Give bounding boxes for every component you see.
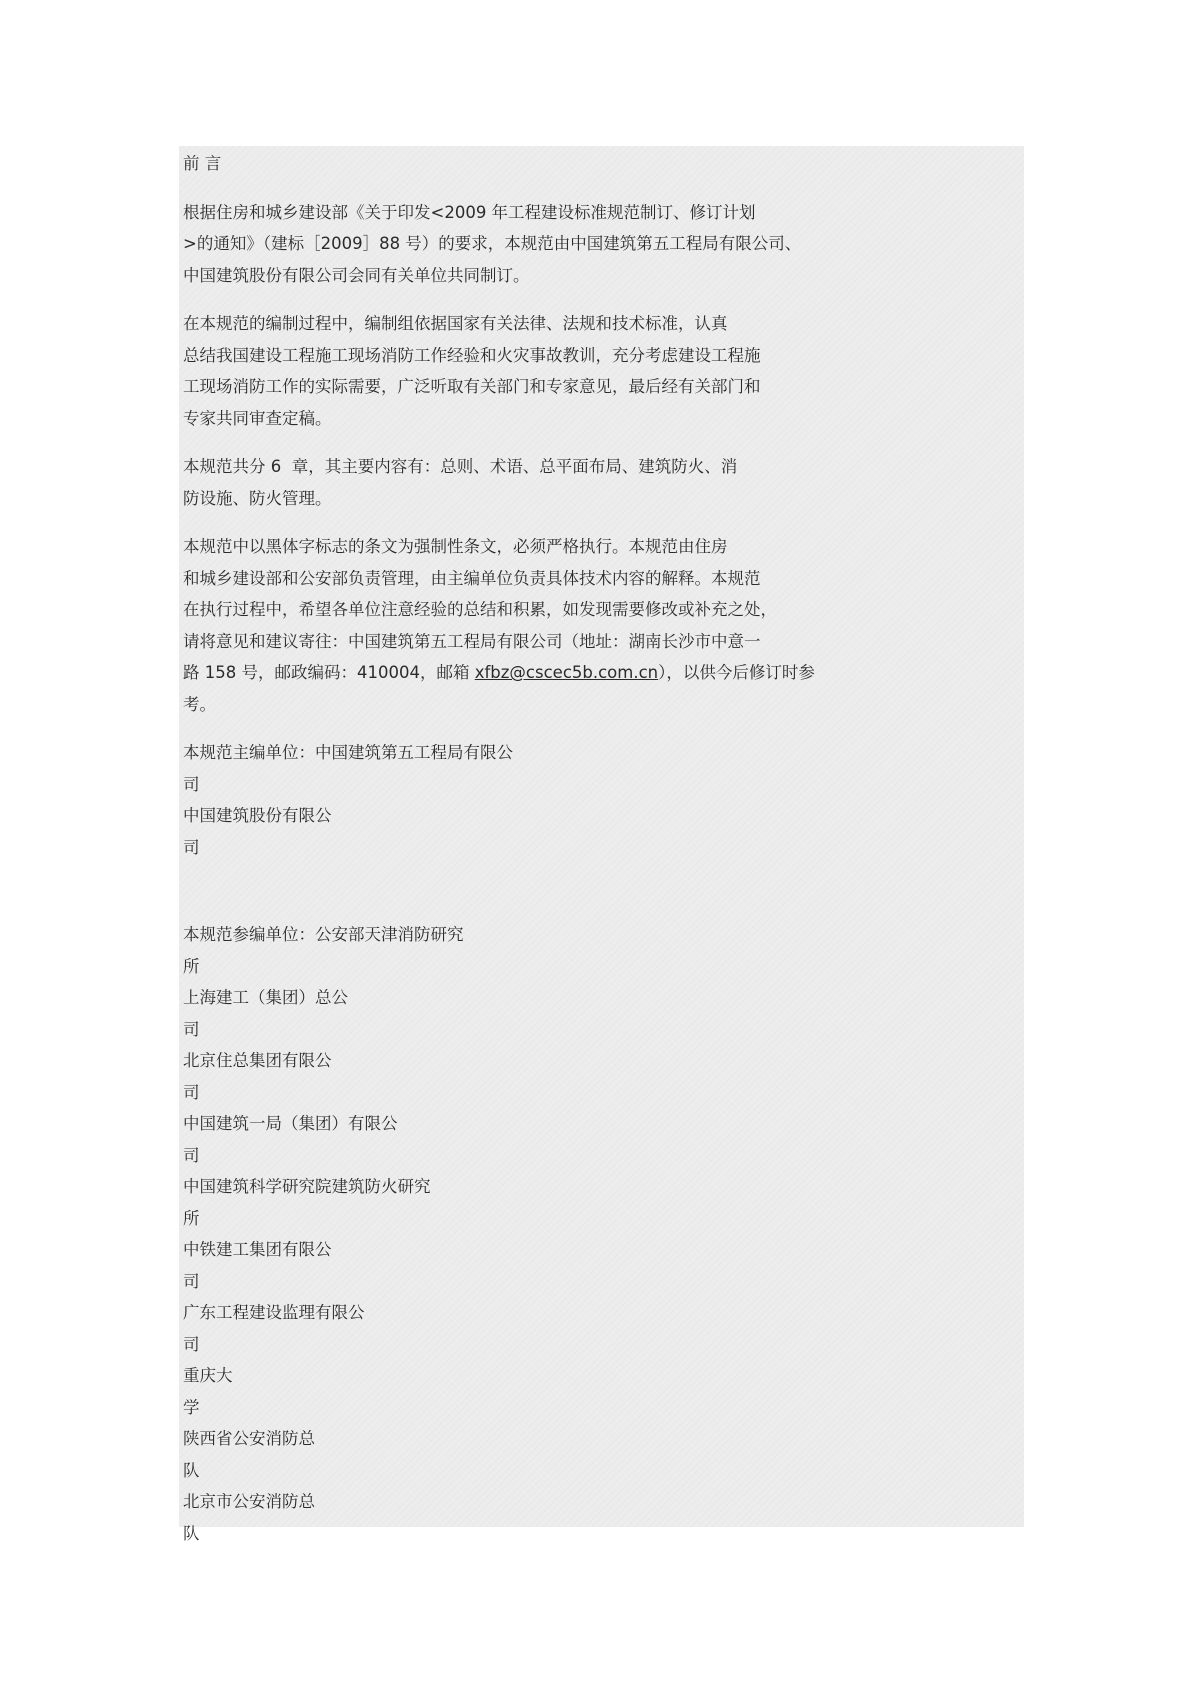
list-item: 司: [183, 774, 200, 794]
list-item: 司: [183, 1082, 200, 1102]
paragraph-1: [183, 197, 1003, 292]
text-line: 防设施、防火管理。: [183, 488, 332, 508]
list-item: 司: [183, 1019, 200, 1039]
text-line: 在本规范的编制过程中，编制组依据国家有关法律、法规和技术标准，认真: [183, 314, 728, 333]
text-segment: ），以供今后修订时参: [658, 663, 815, 682]
paragraph-2: [183, 308, 1003, 434]
text-line: 根据住房和城乡建设部《关于印发<2009 年工程建设标准规范制订、修订计划: [183, 202, 756, 222]
text-line-with-email: [183, 657, 1003, 689]
text-line: >的通知》（建标［2009］88 号）的要求，本规范由中国建筑第五工程局有限公司、: [183, 234, 802, 253]
list-item: 中铁建工集团有限公: [183, 1240, 332, 1259]
list-item: 司: [183, 837, 200, 857]
text-line: 请将意见和建议寄往：中国建筑第五工程局有限公司（地址：湖南长沙市中意一: [183, 631, 761, 651]
list-item: 陕西省公安消防总: [183, 1429, 315, 1448]
list-item: 司: [183, 1334, 200, 1354]
list-item: 中国建筑股份有限公: [183, 806, 332, 825]
list-item: 北京住总集团有限公: [183, 1051, 332, 1070]
participating-units-list: [183, 919, 1003, 1549]
email-link[interactable]: xfbz@cscec5b.com.cn: [474, 663, 659, 682]
text-line: 总结我国建设工程施工现场消防工作经验和火灾事故教训，充分考虑建设工程施: [183, 345, 761, 365]
paragraph-4: [183, 531, 1003, 720]
text-segment: 路 158 号，邮政编码：410004，邮箱: [183, 663, 475, 682]
text-line: 本规范中以黑体字标志的条文为强制性条文，必须严格执行。本规范由住房: [183, 537, 728, 556]
text-line: 中国建筑股份有限公司会同有关单位共同制订。: [183, 265, 530, 285]
list-item: 学: [183, 1397, 200, 1417]
list-item: 中国建筑科学研究院建筑防火研究: [183, 1177, 431, 1196]
list-item: 司: [183, 1145, 200, 1165]
list-item: 队: [183, 1523, 200, 1543]
text-line: 工现场消防工作的实际需要，广泛听取有关部门和专家意见，最后经有关部门和: [183, 377, 761, 396]
list-item: 北京市公安消防总: [183, 1492, 315, 1511]
text-line: 和城乡建设部和公安部负责管理，由主编单位负责具体技术内容的解释。本规范: [183, 568, 761, 588]
paragraph-3: [183, 451, 1003, 514]
list-item: 本规范参编单位：公安部天津消防研究: [183, 925, 464, 944]
text-line: 考。: [183, 694, 216, 714]
list-item: 本规范主编单位：中国建筑第五工程局有限公: [183, 743, 513, 762]
list-item: 队: [183, 1460, 200, 1480]
chief-units-list: [183, 737, 1003, 863]
list-item: 重庆大: [183, 1366, 233, 1385]
list-item: 所: [183, 1208, 200, 1228]
list-item: 中国建筑一局（集团）有限公: [183, 1114, 398, 1133]
text-line: 专家共同审查定稿。: [183, 408, 332, 428]
list-item: 广东工程建设监理有限公: [183, 1303, 365, 1322]
page-heading: 前 言: [183, 154, 222, 173]
list-item: 司: [183, 1271, 200, 1291]
text-line: 在执行过程中，希望各单位注意经验的总结和积累，如发现需要修改或补充之处，: [183, 600, 777, 619]
spacer: [183, 863, 1003, 919]
text-line: 本规范共分 6 章，其主要内容有：总则、术语、总平面布局、建筑防火、消: [183, 457, 738, 476]
document-body: [183, 146, 1003, 1549]
list-item: 上海建工（集团）总公: [183, 988, 348, 1007]
document-page: [179, 146, 1024, 1543]
list-item: 所: [183, 956, 200, 976]
